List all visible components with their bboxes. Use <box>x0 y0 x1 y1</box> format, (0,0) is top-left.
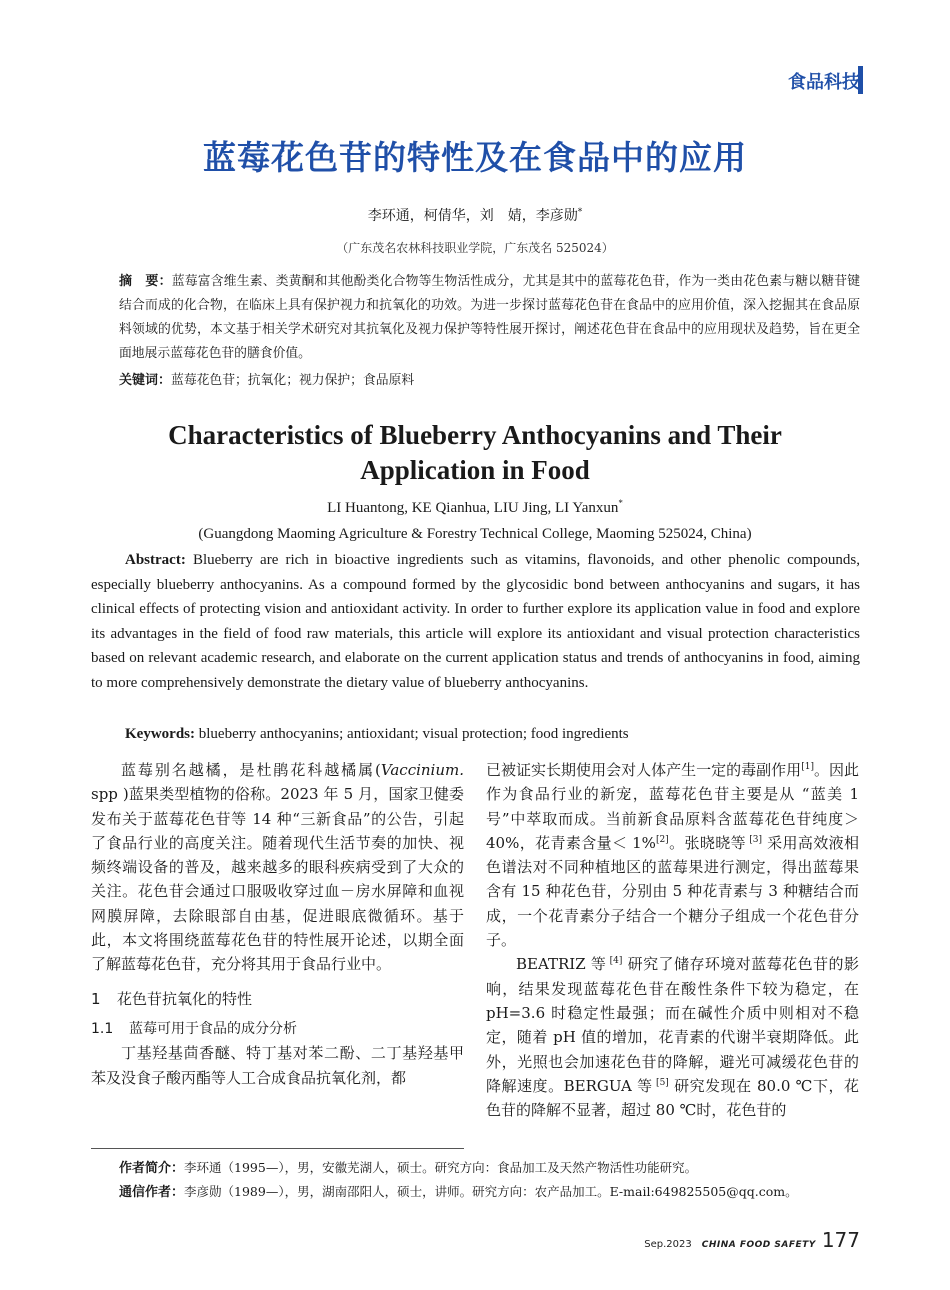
cont-text-a: 已被证实长期使用会对人体产生一定的毒副作用 <box>486 761 802 779</box>
intro-text-a: 蓝莓别名越橘，是杜鹃花科越橘属( <box>121 761 381 779</box>
paragraph-intro <box>91 758 464 977</box>
page-footer <box>644 1228 860 1252</box>
citation-5: [5] <box>652 1077 669 1088</box>
chinese-title: 蓝莓花色苷的特性及在食品中的应用 <box>203 138 747 177</box>
english-title-line1: Characteristics of Blueberry Anthocyanins and Their <box>168 420 782 450</box>
english-affiliation: (Guangdong Maoming Agriculture & Forestry Technical College, Maoming 525024, China) <box>198 526 752 542</box>
section-title-1: 花色苷抗氧化的特性 <box>117 989 253 1008</box>
chinese-keywords-label: 关键词： <box>119 373 172 388</box>
body-column-right <box>486 758 859 1122</box>
citation-4: [4] <box>606 956 623 967</box>
english-keywords <box>125 722 860 746</box>
chinese-keywords-text: 蓝莓花色苷；抗氧化；视力保护；食品原料 <box>171 373 415 388</box>
footnote-corresponding-text: 李彦勋（1989—），男，湖南邵阳人，硕士，讲师。研究方向：农产品加工。E-mail:649825505@qq.com。 <box>184 1184 798 1199</box>
latin-genus: Vaccinium. <box>380 761 464 779</box>
chinese-abstract <box>91 270 860 366</box>
journal-name: CHINA FOOD SAFETY <box>701 1240 816 1250</box>
issue-date: Sep.2023 <box>644 1239 692 1250</box>
section-number-1: 1 <box>91 989 101 1008</box>
citation-2: [2] <box>655 834 669 845</box>
chinese-authors <box>0 205 950 225</box>
english-authors-names: LI Huantong, KE Qianhua, LIU Jing, LI Yanxun <box>327 500 619 516</box>
section-heading-1 <box>91 987 464 1011</box>
chinese-abstract-label: 摘 要： <box>119 274 172 289</box>
chinese-affiliation: （广东茂名农林科技职业学院，广东茂名 525024） <box>336 241 614 255</box>
english-abstract-label: Abstract: <box>125 552 186 568</box>
page-number: 177 <box>821 1228 860 1252</box>
footnote-corresponding-label: 通信作者： <box>119 1185 185 1200</box>
paragraph-continued <box>486 758 859 952</box>
english-title-line2: Application in Food <box>360 455 590 485</box>
body-column-left <box>91 758 464 1090</box>
english-keywords-label: Keywords: <box>125 726 195 742</box>
footnote-author-text: 李环通（1995—），男，安徽芜湖人，硕士。研究方向：食品加工及天然产物活性功能研究。 <box>184 1160 698 1175</box>
paragraph-antioxidants: 丁基羟基茴香醚、特丁基对苯二酚、二丁基羟基甲苯及没食子酸丙酯等人工合成食品抗氧化剂，都 <box>91 1044 464 1087</box>
chinese-authors-names: 李环通，柯倩华，刘 婧，李彦勋 <box>367 208 578 224</box>
footnote-author-label: 作者简介： <box>119 1161 185 1176</box>
corresponding-mark: * <box>577 207 583 218</box>
subsection-title: 蓝莓可用于食品的成分分析 <box>129 1020 297 1037</box>
english-authors <box>0 500 950 517</box>
paragraph-beatriz <box>486 952 859 1122</box>
english-keywords-text: blueberry anthocyanins; antioxidant; visual protection; food ingredients <box>195 726 629 742</box>
chinese-abstract-text: 蓝莓富含维生素、类黄酮和其他酚类化合物等生物活性成分，尤其是其中的蓝莓花色苷，作为一类由花色素与糖以糖苷键结合而成的化合物，在临床上具有保护视力和抗氧化的功效。为进一步探讨蓝莓花色苷在食品中的应用价值，深入挖掘其在食品原料领域的优势，本文基于相关学术研究对其抗氧化及视力保护等特性展开探讨，阐述花色苷在食品中的应用现状及趋势，旨在更全面地展示蓝莓花色苷的膳食价值。 <box>119 274 860 361</box>
beatriz-text-a: BEATRIZ 等 <box>516 955 607 974</box>
english-abstract-text: Blueberry are rich in bioactive ingredients such as vitamins, flavonoids, and other phenolic compounds, especially blueberry anthocyanins. As a compound formed by the glycosidic bond between anthocyanins and sugars, it has clinical effects of protecting vision and antioxidant activity. In order to further explore its application value in food and explore its advantages in the field of food raw materials, this article will explore its antioxidant and visual protection characteristics based on relevant academic research, and elaborate on the current application status and trends of anthocyanins in food, aiming to more comprehensively demonstrate the dietary value of blueberry anthocyanins. <box>91 552 860 691</box>
section-tag: 食品科技 <box>788 72 860 93</box>
citation-1: [1] <box>801 762 814 772</box>
beatriz-text-c: 研究发现在 80.0 ℃下，花色苷的降解不显著，超过 80 ℃时，花色苷的 <box>486 1076 860 1120</box>
subsection-heading-1-1 <box>91 1017 464 1041</box>
english-title <box>0 418 950 488</box>
footnote-divider <box>91 1148 464 1149</box>
chinese-keywords <box>119 369 859 393</box>
english-corresponding-mark: * <box>618 498 623 508</box>
footnote-corresponding <box>119 1182 879 1203</box>
intro-text-b: spp )蓝果类型植物的俗称。2023 年 5 月，国家卫健委发布关于蓝莓花色苷等 14 种“三新食品”的公告，引起了食品行业的高度关注。随着现代生活节奏的加快、视频终端设备的普及，越来越多的眼科疾病受到了大众的关注。花色苷会通过口服吸收穿过血－房水屏障和血视网膜屏障，去除眼部自由基，促进眼底微循环。基于此，本文将围绕蓝莓花色苷的特性展开论述，以期全面了解蓝莓花色苷，充分将其用于食品行业中。 <box>91 785 464 974</box>
cont-text-b: 。因此作为食品行业的新宠，蓝莓花色苷主要是从 “蓝美 1 号”中萃取而成。当前新食品原料含蓝莓花色苷纯度＞ 40%，花青素含量＜ 1% <box>486 761 859 852</box>
cont-text-d: 采用高效液相色谱法对不同种植地区的蓝莓果进行测定，得出蓝莓果含有 15 种花色苷，分别由 5 种花青素与 3 种糖结合而成，一个花青素分子结合一个糖分子组成一个花色苷分子。 <box>486 833 860 950</box>
english-abstract <box>91 548 860 695</box>
citation-3: [3] <box>745 834 762 845</box>
footnote-author <box>119 1158 879 1179</box>
cont-text-c: 。张晓晓等 <box>668 833 746 852</box>
beatriz-text-b: 研究了储存环境对蓝莓花色苷的影响，结果发现蓝莓花色苷在酸性条件下较为稳定，在 pH=3.6 时稳定性最强；而在碱性介质中则相对不稳定，随着 pH 值的增加，花青素的代谢半衰期降低。此外，光照也会加速花色苷的降解，避光可减缓花色苷的降解速度。BERGUA 等 <box>486 955 859 1095</box>
subsection-number: 1.1 <box>91 1020 114 1037</box>
